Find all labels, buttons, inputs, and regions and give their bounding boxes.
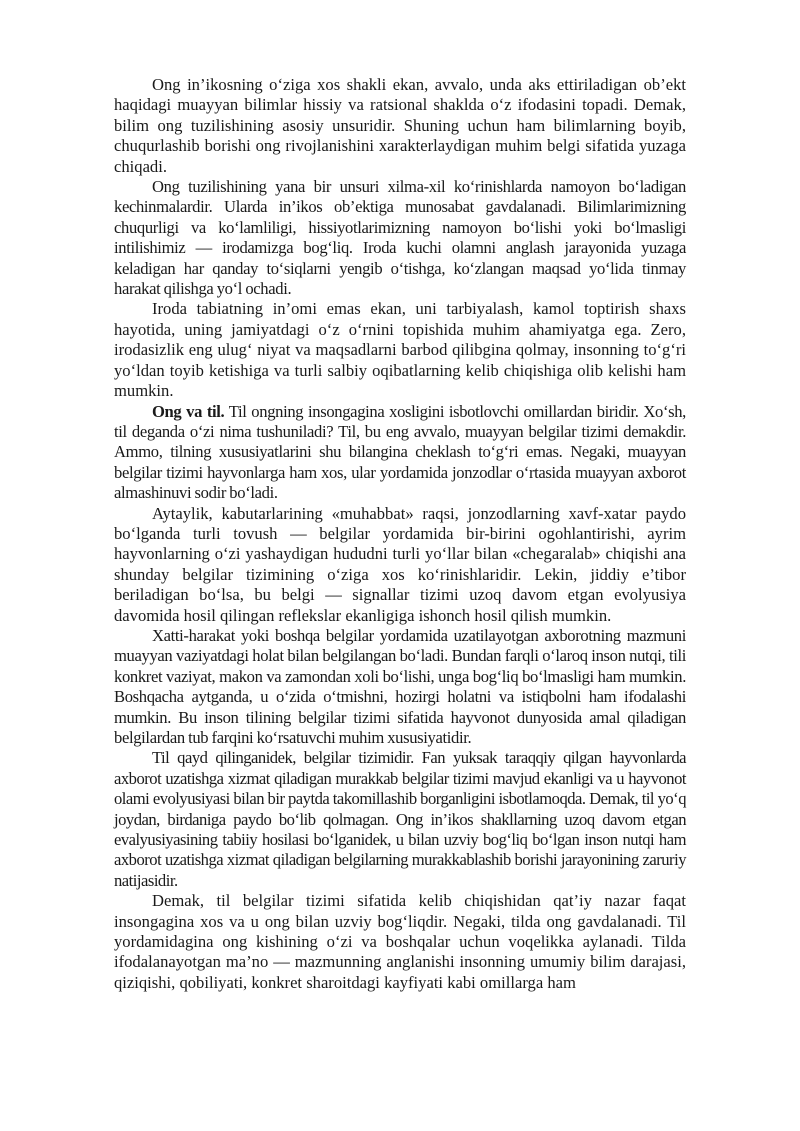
paragraph-8: Demak, til belgilar tizimi sifatida kelib chiqishidan qat’iy nazar faqat insongagina xos va u ong bilan uzviy bog‘liqdir. Negaki, tilda ong gavdalanadi. Til yordamidagina ong kishining o‘zi va boshqalar uchun voqelikka aylanadi. Tilda ifodalanayotgan ma’no — mazmunning anglanishi insonning umumiy bilim darajasi, qiziqishi, qobiliyati, konkret sharoitdagi kayfiyati kabi omillarga ham	[114, 891, 686, 992]
document-page	[114, 75, 686, 993]
paragraph-7: Til qayd qilinganidek, belgilar tizimidir. Fan yuksak taraqqiy qilgan hayvonlarda axborot uzatishga xizmat qiladigan murakkab belgilar tizimi mavjud ekanligi va u hayvonot olami evolyusiyasi bilan bir paytda takomillashib borganligini isbotlamoqda. Demak, til yo‘q joydan, birdaniga paydo bo‘lib qolmagan. Ong in’ikos shakllarning uzoq davom etgan evalyusiyasining tabiiy hosilasi bo‘lganidek, u bilan uzviy bog‘liq bo‘lgan inson nutqi ham axborot uzatishga xizmat qiladigan belgilarning murakkablashib borishi jarayonining zaruriy natijasidir.	[114, 748, 686, 890]
section-heading: Ong va til.	[152, 401, 225, 421]
paragraph-4	[114, 402, 686, 504]
paragraph-2: Ong tuzilishining yana bir unsuri xilma-xil ko‘rinishlarda namoyon bo‘ladigan kechinmalardir. Ularda in’ikos ob’ektiga munosabat gavdalanadi. Bilimlarimizning chuqurligi va ko‘lamliligi, hissiyotlarimizning namoyon bo‘lishi yoki bo‘lmasligi intilishimiz — irodamizga bog‘liq. Iroda kuchi olamni anglash jarayonida yuzaga keladigan har qanday to‘siqlarni yengib o‘tishga, ko‘zlangan maqsad yo‘lida tinmay harakat qilishga yo‘l ochadi.	[114, 177, 686, 299]
paragraph-3: Iroda tabiatning in’omi emas ekan, uni tarbiyalash, kamol toptirish shaxs hayotida, uning jamiyatdagi o‘z o‘rnini topishida muhim ahamiyatga ega. Zero, irodasizlik eng ulug‘ niyat va maqsadlarni barbod qilibgina qolmay, insonning to‘g‘ri yo‘ldan toyib ketishiga va turli salbiy oqibatlarning kelib chiqishiga olib kelishi ham mumkin.	[114, 299, 686, 401]
paragraph-4-text: Til ongning insongagina xosligini isbotlovchi omillardan biridir. Xo‘sh, til deganda o‘zi nima tushuniladi? Til, bu eng avvalo, muayyan belgilar tizimi demakdir. Ammo, tilning xususiyatlarini shu bilangina cheklash to‘g‘ri emas. Negaki, muayyan belgilar tizimi hayvonlarga ham xos, ular yordamida jonzodlar o‘rtasida muayyan axborot almashinuvi sodir bo‘ladi.	[114, 401, 686, 503]
paragraph-1: Ong in’ikosning o‘ziga xos shakli ekan, avvalo, unda aks ettiriladigan ob’ekt haqidagi muayyan bilimlar hissiy va ratsional shaklda o‘z ifodasini topadi. Demak, bilim ong tuzilishining asosiy unsuridir. Shuning uchun ham bilimlarning boyib, chuqurlashib borishi ong rivojlanishini xarakterlaydigan muhim belgi sifatida yuzaga chiqadi.	[114, 75, 686, 176]
paragraph-6: Xatti-harakat yoki boshqa belgilar yordamida uzatilayotgan axborotning mazmuni muayyan vaziyatdagi holat bilan belgilangan bo‘ladi. Bundan farqli o‘laroq inson nutqi, tili konkret vaziyat, makon va zamondan xoli bo‘lishi, unga bog‘liq bo‘lmasligi ham mumkin. Boshqacha aytganda, u o‘zida o‘tmishni, hozirgi holatni va istiqbolni ham ifodalashi mumkin. Bu inson tilining belgilar tizimi sifatida hayvonot dunyosida amal qiladigan belgilardan tub farqini ko‘rsatuvchi muhim xususiyatidir.	[114, 625, 686, 747]
paragraph-5: Aytaylik, kabutarlarining «muhabbat» raqsi, jonzodlarning xavf-xatar paydo bo‘lganda turli tovush — belgilar yordamida bir-birini ogohlantirishi, ayrim hayvonlarning o‘zi yashaydigan hududni turli yo‘llar bilan «chegaralab» chiqishi ana shunday belgilar tizimining o‘ziga xos ko‘rinishlaridir. Lekin, jiddiy e’tibor beriladigan bo‘lsa, bu belgi — signallar tizimi uzoq davom etgan evolyusiya davomida hosil qilingan reflekslar ekanligiga ishonch hosil qilish mumkin.	[114, 503, 686, 625]
